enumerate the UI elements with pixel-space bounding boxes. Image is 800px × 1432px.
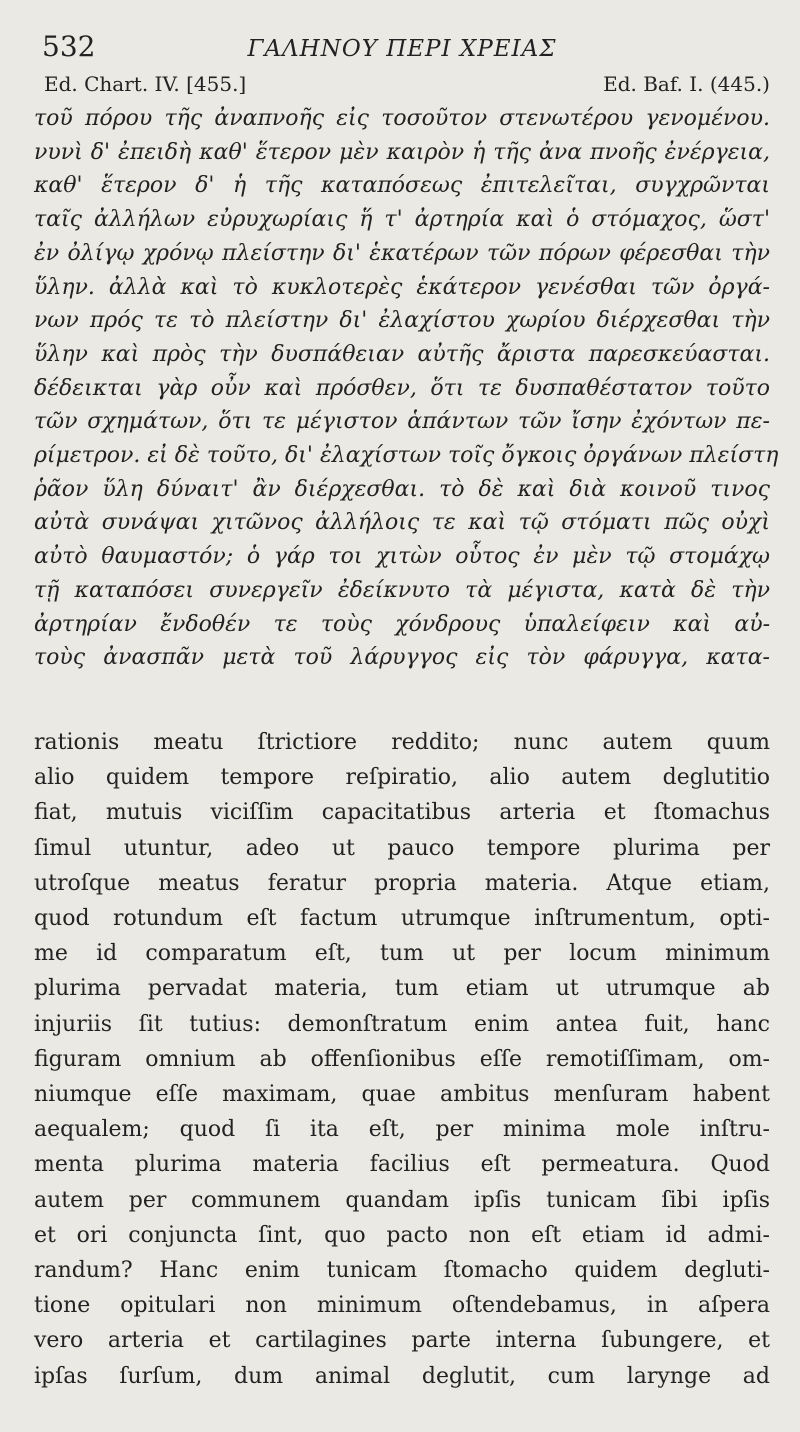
edition-basel: Ed. Baf. I. (445.) [603,72,770,96]
edition-chartier: Ed. Chart. IV. [455.] [44,72,247,96]
latin-line: alio quidem tempore reſpiratio, alio autem deglutitio [34,765,770,791]
latin-text [34,725,770,1394]
latin-line: plurima pervadat materia, tum etiam ut utrumque ab [34,976,770,1002]
greek-line: δέδεικται γὰρ οὖν καὶ πρόσθεν, ὅτι τε δυσπαθέστατον τοῦτο [34,375,770,401]
latin-line: injuriis ſit tutius: demonſtratum enim antea fuit, hanc [34,1011,770,1037]
greek-line: ἐν ὀλίγῳ χρόνῳ πλείστην δι' ἑκατέρων τῶν πόρων φέρεσθαι τὴν [34,240,770,266]
greek-line: τοῦ πόρου τῆς ἀναπνοῆς εἰς τοσοῦτον στενωτέρου γενομένου. [34,106,770,131]
page-header [34,22,770,68]
page-number: 532 [42,30,96,63]
greek-line: καθ' ἕτερον δ' ἡ τῆς καταπόσεως ἐπιτελεῖται, συγχρῶνται [34,173,770,199]
greek-line: τοὺς ἀνασπᾶν μετὰ τοῦ λάρυγγος εἰς τὸν φάρυγγα, κατα- [34,645,770,671]
latin-line: fiat, mutuis viciſſim capacitatibus arteria et ſtomachus [34,800,770,826]
latin-line: utroſque meatus feratur propria materia. Atque etiam, [34,870,770,896]
greek-line: νυνὶ δ' ἐπειδὴ καθ' ἕτερον μὲν καιρὸν ἡ τῆς ἀνα πνοῆς ἐνέργεια, [34,139,770,165]
greek-line: νων πρός τε τὸ πλείστην δι' ἐλαχίστου χωρίου διέρχεσθαι τὴν [34,308,770,334]
latin-line: rationis meatu ſtrictiore reddito; nunc autem quum [34,729,770,755]
latin-line: figuram omnium ab offenſionibus eſſe remotiſſimam, om- [34,1046,770,1072]
running-title: ΓΑΛΗΝΟΥ ΠΕΡΙ ΧΡΕΙΑΣ [247,36,557,62]
latin-line: me id comparatum eſt, tum ut per locum minimum [34,941,770,967]
latin-line: menta plurima materia facilius eſt permeatura. Quod [34,1152,770,1178]
greek-line: τῶν σχημάτων, ὅτι τε μέγιστον ἁπάντων τῶν ἴσην ἐχόντων πε- [34,409,770,435]
greek-line: τῇ καταπόσει συνεργεῖν ἐδείκνυτο τὰ μέγιστα, κατὰ δὲ τὴν [34,577,770,603]
greek-line: ὕλην. ἀλλὰ καὶ τὸ κυκλοτερὲς ἑκάτερον γενέσθαι τῶν ὀργά- [34,274,770,300]
greek-line: αὐτὰ συνάψαι χιτῶνος ἀλλήλοις τε καὶ τῷ στόματι πῶς οὐχὶ [34,510,770,536]
greek-line: ἀρτηρίαν ἔνδοθέν τε τοὺς χόνδρους ὑπαλείφειν καὶ αὐ- [34,611,770,637]
latin-line: aequalem; quod ſi ita eſt, per minima mole inſtru- [34,1117,770,1143]
latin-line: et ori conjuncta ſint, quo pacto non eſt etiam id admi- [34,1222,770,1248]
greek-line: ρίμετρον. εἰ δὲ τοῦτο, δι' ἐλαχίστων τοῖς ὄγκοις ὀργάνων πλείστη [34,443,779,469]
greek-line: ταῖς ἀλλήλων εὐρυχωρίαις ἥ τ' ἀρτηρία καὶ ὁ στόμαχος, ὥστ' [34,207,770,233]
greek-line: ῥᾶον ὕλη δύναιτ' ἂν διέρχεσθαι. τὸ δὲ καὶ διὰ κοινοῦ τινος [34,476,770,502]
latin-line: niumque eſſe maximam, quae ambitus menſuram habent [34,1081,770,1107]
latin-line: quod rotundum eſt factum utrumque inſtrumentum, opti- [34,905,770,931]
edition-references [34,72,770,102]
latin-line: ipſas ſurſum, dum animal deglutit, cum larynge ad [34,1363,770,1389]
latin-line: randum? Hanc enim tunicam ſtomacho quidem degluti- [34,1258,770,1283]
latin-line: tione opitulari non minimum oſtendebamus, in aſpera [34,1293,770,1319]
greek-text [34,102,779,675]
greek-line: ὕλην καὶ πρὸς τὴν δυσπάθειαν αὐτῆς ἄριστα παρεσκεύασται. [34,341,770,367]
latin-line: ſimul utuntur, adeo ut pauco tempore plurima per [34,835,770,861]
latin-line: autem per communem quandam ipſis tunicam ſibi ipſis [34,1187,770,1213]
latin-line: vero arteria et cartilagines parte interna ſubungere, et [34,1328,770,1354]
greek-line: αὐτὸ θαυμαστόν; ὁ γάρ τοι χιτὼν οὗτος ἐν μὲν τῷ στομάχῳ [34,544,770,570]
